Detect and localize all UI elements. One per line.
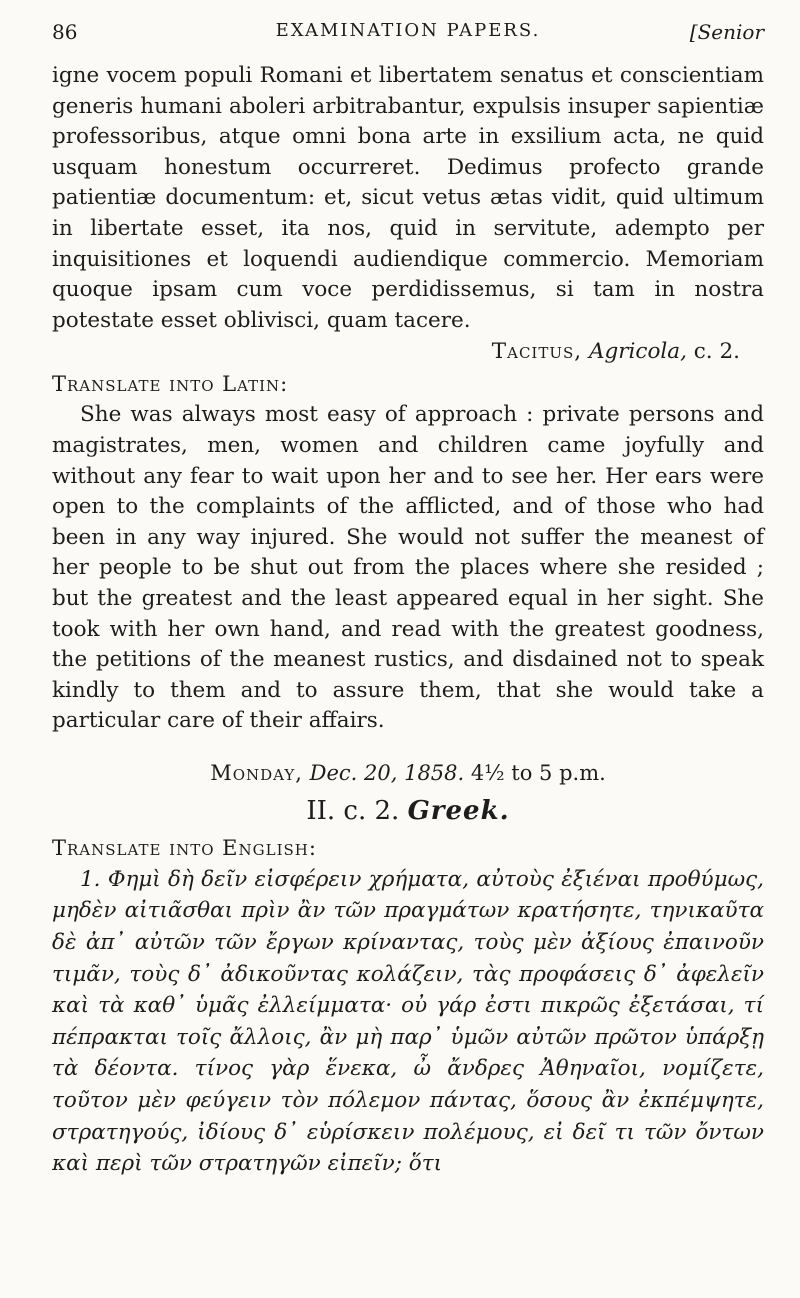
citation-chapter: c. 2. <box>693 339 740 365</box>
exam-date <box>52 757 764 789</box>
page-number: 86 <box>52 20 78 44</box>
instruction-latin: Translate into Latin: <box>52 372 289 397</box>
citation-author: Tacitus, <box>491 339 583 365</box>
running-header <box>52 20 764 60</box>
section-heading <box>52 791 764 831</box>
page <box>52 20 764 1180</box>
instruction-english: Translate into English: <box>52 835 317 860</box>
section-subject: Greek. <box>407 795 510 826</box>
section-label: [Senior <box>689 20 764 44</box>
exam-date-text: Dec. 20, 1858. <box>309 760 465 785</box>
section-number: II. c. 2. <box>306 795 400 826</box>
english-passage: She was always most easy of approach : private persons and magistrates, men, women and children came joyfully and without any fear to wait upon her and to see her. Her ears were open to the complaints of the afflicted, and of those who had been in any way injured. She would not suffer the meanest of her people to be shut out from the places where she resided ; but the greatest and the least appeared equal in her sight. She took with her own hand, and read with the greatest goodness, the petitions of the meanest rustics, and disdained not to speak kindly to them and to assure them, that she would take a particular care of their affairs. <box>52 402 764 734</box>
latin-passage: igne vocem populi Romani et libertatem senatus et conscientiam generis humani aboleri arbitrabantur, expulsis insuper sapientiæ professoribus, atque omni bona arte in exsilium acta, ne quid usquam honestum occurreret. Dedimus profecto grande patientiæ documentum: et, sicut vetus ætas vidit, quid ultimum in libertate esset, ita nos, quid in servitute, adempto per inquisitiones et loquendi audiendique commercio. Memoriam quoque ipsam cum voce perdidissemus, si tam in nostra potestate esset oblivisci, quam tacere. <box>52 63 764 333</box>
greek-passage: 1. Φημὶ δὴ δεῖν εἰσφέρειν χρήματα, αὐτοὺς ἐξιέναι προθύμως, μηδὲν αἰτιᾶσθαι πρὶν ἂν τῶν πραγμάτων κρατήσητε, τηνικαῦτα δὲ ἀπ᾿ αὐτῶν τῶν ἔργων κρίναντας, τοὺς μὲν ἀξίους ἐπαινοῦν τιμᾶν, τοὺς δ᾿ ἀδικοῦντας κολάζειν, τὰς προφάσεις δ᾿ ἀφελεῖν καὶ τὰ καθ᾿ ὑμᾶς ἐλλείμματα· οὐ γάρ ἐστι πικρῶς ἐξετάσαι, τί πέπρακται τοῖς ἄλλοις, ἂν μὴ παρ᾿ ὑμῶν αὐτῶν πρῶτον ὑπάρξῃ τὰ δέοντα. τίνος γὰρ ἕνεκα, ὦ ἄνδρες Ἀθηναῖοι, νομίζετε, τοῦτον μὲν φεύγειν τὸν πόλεμον πάντας, ὅσους ἂν ἐκπέμψητε, στρατηγούς, ἰδίους δ᾿ εὑρίσκειν πολέμους, εἰ δεῖ τι τῶν ὄντων καὶ περὶ τῶν στρατηγῶν εἰπεῖν; ὅτι <box>52 866 764 1177</box>
citation <box>52 336 764 367</box>
exam-time: 4½ to 5 p.m. <box>470 760 606 785</box>
citation-work: Agricola, <box>588 339 687 365</box>
exam-day: Monday, <box>210 760 303 785</box>
running-title: EXAMINATION PAPERS. <box>275 20 541 41</box>
